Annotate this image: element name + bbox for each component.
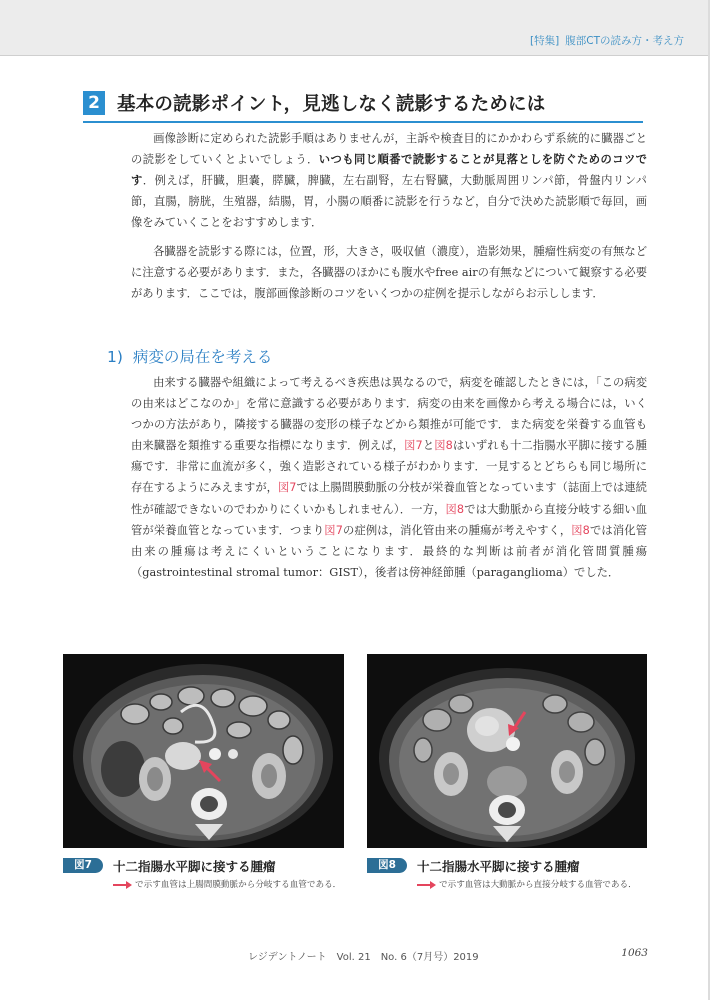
- header-tag: [特集]: [530, 35, 560, 47]
- header-divider: [0, 55, 710, 56]
- header-title: 腹部CTの読み方・考え方: [565, 35, 684, 47]
- paragraph-3: [131, 372, 647, 583]
- figure-8-label: 図8: [367, 858, 407, 873]
- section-rule: [83, 121, 643, 123]
- figure-ref-7[interactable]: 図7: [277, 481, 297, 495]
- journal-info: レジデントノート Vol. 21 No. 6（7月号）2019: [248, 952, 479, 963]
- subsection-number: 1): [107, 348, 123, 366]
- figure-7-caption-text: [113, 878, 343, 892]
- paragraph-1-text-c: ．例えば，肝臓，胆嚢，膵臓，脾臓，左右副腎，左右腎臓，大動脈周囲リンパ節，骨盤内リンパ節，直腸，膀胱，生殖器，結腸，胃，小腸の順番に読影を行うなど，自分で決めた読影順で毎回，画像をみていくことをおすすめします．: [131, 174, 647, 230]
- subsection-heading: [107, 345, 272, 367]
- figure-ref-8[interactable]: 図8: [571, 523, 590, 537]
- figure-8-title: 十二指腸水平脚に接する腫瘤: [417, 859, 580, 874]
- figure-7-label: 図7: [63, 858, 103, 873]
- running-header: [530, 33, 684, 48]
- body-text-2: と: [422, 439, 435, 453]
- paragraph-2: [131, 241, 647, 304]
- section-number-badge: 2: [83, 91, 105, 115]
- subsection-title: 病変の局在を考える: [132, 348, 273, 366]
- body-text-4: では上腸間膜動脈の分枝が栄養血管となっています（誌面上では連続性が確認できないのでわかりにくいかもしれません）．一方，: [131, 481, 647, 516]
- section-heading: [83, 89, 643, 121]
- body-text-7: では消化管由来の腫瘍は考えにくいということになります．最終的な判断は前者が消化管間質腫瘍（gastrointestinal stromal tumor：GIST），後者は傍神経節腫（paraganglioma）でした．: [131, 523, 647, 579]
- body-text-6: の症例は，消化管由来の腫瘍が考えやすく，: [342, 523, 572, 537]
- figure-7-caption-body: で示す血管は上腸間膜動脈から分岐する血管である．: [135, 880, 342, 890]
- arrow-icon: [113, 881, 133, 889]
- figure-8-caption-body: で示す血管は大動脈から直接分岐する血管である．: [439, 880, 637, 890]
- figure-ref-7[interactable]: 図7: [324, 523, 343, 537]
- section-title: 基本の読影ポイント，見逃しなく読影するためには: [117, 94, 546, 115]
- paragraph-1: [131, 128, 647, 233]
- paragraph-1-text-a: 画像診断に定められた読影手順はありませんが，主訴や検査目的にかかわらず系統的に臓器ごとの読影をしていくとよいでしょう．: [131, 132, 647, 167]
- figure-7-title: 十二指腸水平脚に接する腫瘤: [113, 859, 276, 874]
- figure-8-caption-text: [417, 878, 647, 892]
- figure-ref-8[interactable]: 図8: [445, 502, 465, 516]
- body-text-3: はいずれも十二指腸水平脚に接する腫瘍です．非常に血流が多く，強く造影されている様子がわかります．一見するとどちらも同じ場所に存在するようにみえますが，: [131, 439, 647, 495]
- body-text-1: 由来する臓器や組織によって考えるべき疾患は異なるので，病変を確認したときには，「この病変の由来はどこなのか」を常に意識する必要があります．病変の由来を画像から考える場合には，いくつかの方法があり，隣接する臓器の変形の様子などから類推が可能です．また病変を栄養する血管も由来臓器を類推する重要な指標になります．例えば，: [131, 376, 647, 453]
- figure-ref-7[interactable]: 図7: [404, 439, 423, 453]
- figure-8-ct-image: [367, 654, 647, 848]
- body-text-5: では大動脈から直接分岐する細い血管が栄養血管となっています．つまり: [131, 502, 647, 537]
- paragraph-1-emphasis: いつも同じ順番で読影することが見落としを防ぐためのコツです: [131, 153, 647, 188]
- page-number: 1063: [621, 947, 648, 959]
- figure-7-ct-image: [63, 654, 344, 848]
- paragraph-2-text: 各臓器を読影する際には，位置，形，大きさ，吸収値（濃度），造影効果，腫瘤性病変の有無などに注意する必要があります．また，各臓器のほかにも腹水やfree airの有無などについて観察する必要があります．ここでは，腹部画像診断のコツをいくつかの症例を提示しながらお示しします．: [131, 245, 647, 301]
- arrow-icon: [417, 881, 437, 889]
- figure-ref-8[interactable]: 図8: [434, 439, 453, 453]
